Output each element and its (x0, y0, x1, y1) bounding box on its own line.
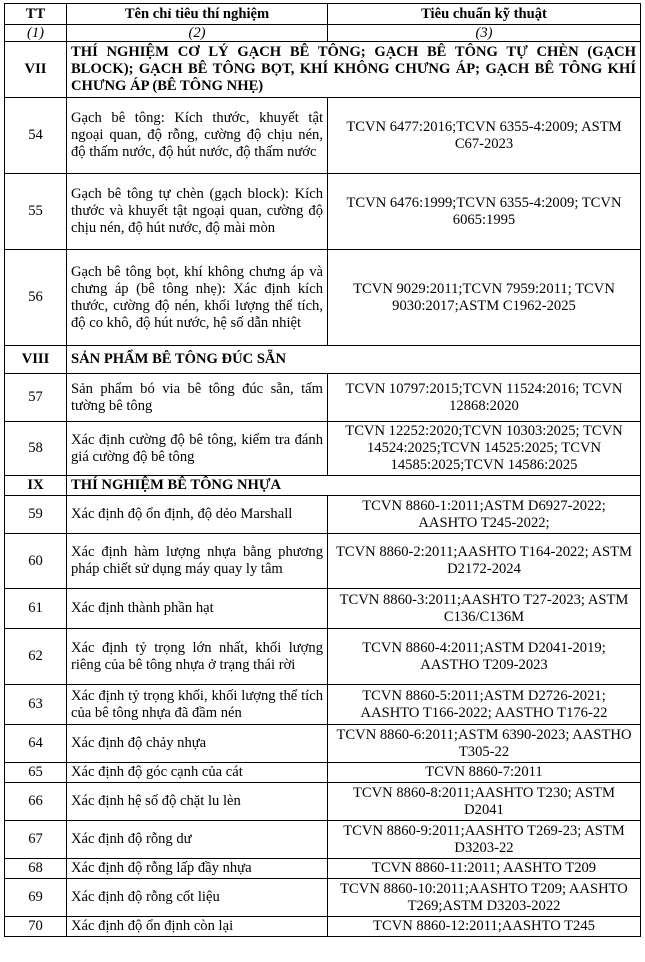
row-tt: VIII (5, 346, 67, 374)
row-test-name: Gạch bê tông bọt, khí không chưng áp và chưng áp (bê tông nhẹ): Xác định kích thước, cường độ nén, khối lượng thể tích, độ co khô, độ hút nước, hệ số dẫn nhiệt (67, 250, 328, 346)
table-row (5, 496, 641, 534)
row-tt: 62 (5, 629, 67, 685)
table-row (5, 821, 641, 859)
row-tt: 64 (5, 725, 67, 763)
column-index-row (5, 25, 641, 42)
table-header-row (5, 4, 641, 25)
row-standard: TCVN 8860-12:2011;AASHTO T245 (328, 917, 641, 937)
row-test-name: Gạch bê tông tự chèn (gạch block): Kích thước và khuyết tật ngoại quan, cường độ chịu nén, độ hút nước, độ mài mòn (67, 174, 328, 250)
row-standard: TCVN 8860-7:2011 (328, 763, 641, 783)
section-row (5, 476, 641, 496)
row-standard: TCVN 8860-10:2011;AASHTO T209; AASHTO T269;ASTM D3203-2022 (328, 879, 641, 917)
row-tt: VII (5, 42, 67, 98)
header-standard: Tiêu chuẩn kỹ thuật (328, 4, 641, 25)
row-tt: 55 (5, 174, 67, 250)
table-row (5, 859, 641, 879)
index-1: (1) (5, 25, 67, 42)
section-row (5, 42, 641, 98)
row-tt: 59 (5, 496, 67, 534)
table-row (5, 422, 641, 476)
row-test-name: Xác định độ chảy nhựa (67, 725, 328, 763)
row-standard: TCVN 8860-5:2011;ASTM D2726-2021; AASHTO T166-2022; AASTHO T176-22 (328, 685, 641, 725)
section-title: SẢN PHẨM BÊ TÔNG ĐÚC SẴN (67, 346, 641, 374)
row-tt: 65 (5, 763, 67, 783)
table-row (5, 98, 641, 174)
index-2: (2) (67, 25, 328, 42)
row-tt: 54 (5, 98, 67, 174)
row-standard: TCVN 6477:2016;TCVN 6355-4:2009; ASTM C67-2023 (328, 98, 641, 174)
table-row (5, 917, 641, 937)
row-test-name: Gạch bê tông: Kích thước, khuyết tật ngoại quan, độ rỗng, cường độ chịu nén, độ thấm nước, độ hút nước, độ thấm nước (67, 98, 328, 174)
table-row (5, 534, 641, 589)
table-row (5, 174, 641, 250)
header-test-name: Tên chỉ tiêu thí nghiệm (67, 4, 328, 25)
table-row (5, 374, 641, 422)
row-standard: TCVN 10797:2015;TCVN 11524:2016; TCVN 12868:2020 (328, 374, 641, 422)
table-body (5, 42, 641, 937)
table-row (5, 763, 641, 783)
table-row (5, 783, 641, 821)
row-tt: 57 (5, 374, 67, 422)
table-row (5, 879, 641, 917)
row-test-name: Xác định độ rỗng dư (67, 821, 328, 859)
section-row (5, 346, 641, 374)
row-test-name: Xác định tỷ trọng khối, khối lượng thể tích của bê tông nhựa đã đầm nén (67, 685, 328, 725)
row-tt: 60 (5, 534, 67, 589)
table-row (5, 629, 641, 685)
row-test-name: Xác định độ ổn định còn lại (67, 917, 328, 937)
row-test-name: Xác định cường độ bê tông, kiểm tra đánh giá cường độ bê tông (67, 422, 328, 476)
row-test-name: Xác định tỷ trọng lớn nhất, khối lượng riêng của bê tông nhựa ở trạng thái rời (67, 629, 328, 685)
row-standard: TCVN 8860-8:2011;AASHTO T230; ASTM D2041 (328, 783, 641, 821)
section-title: THÍ NGHIỆM BÊ TÔNG NHỰA (67, 476, 641, 496)
row-standard: TCVN 8860-2:2011;AASHTO T164-2022; ASTM D2172-2024 (328, 534, 641, 589)
row-test-name: Sản phẩm bó via bê tông đúc sẵn, tấm tường bê tông (67, 374, 328, 422)
section-title: THÍ NGHIỆM CƠ LÝ GẠCH BÊ TÔNG; GẠCH BÊ TÔNG TỰ CHÈN (GẠCH BLOCK); GẠCH BÊ TÔNG BỌT, KHÍ KHÔNG CHƯNG ÁP; GẠCH BÊ TÔNG KHÍ CHƯNG ÁP (BÊ TÔNG NHẸ) (67, 42, 641, 98)
row-tt: 70 (5, 917, 67, 937)
row-test-name: Xác định độ rỗng lấp đầy nhựa (67, 859, 328, 879)
row-standard: TCVN 8860-6:2011;ASTM 6390-2023; AASTHO T305-22 (328, 725, 641, 763)
row-test-name: Xác định độ rỗng cốt liệu (67, 879, 328, 917)
row-standard: TCVN 8860-1:2011;ASTM D6927-2022; AASHTO T245-2022; (328, 496, 641, 534)
row-test-name: Xác định hàm lượng nhựa bằng phương pháp chiết sử dụng máy quay ly tâm (67, 534, 328, 589)
index-3: (3) (328, 25, 641, 42)
row-test-name: Xác định hệ số độ chặt lu lèn (67, 783, 328, 821)
row-tt: 68 (5, 859, 67, 879)
row-tt: 66 (5, 783, 67, 821)
row-standard: TCVN 8860-4:2011;ASTM D2041-2019; AASTHO T209-2023 (328, 629, 641, 685)
standards-document (4, 3, 641, 937)
row-tt: 56 (5, 250, 67, 346)
row-tt: IX (5, 476, 67, 496)
row-standard: TCVN 8860-11:2011; AASHTO T209 (328, 859, 641, 879)
row-tt: 63 (5, 685, 67, 725)
table-row (5, 589, 641, 629)
row-standard: TCVN 9029:2011;TCVN 7959:2011; TCVN 9030:2017;ASTM C1962-2025 (328, 250, 641, 346)
standards-table (4, 3, 641, 937)
row-standard: TCVN 8860-3:2011;AASHTO T27-2023; ASTM C136/C136M (328, 589, 641, 629)
row-tt: 58 (5, 422, 67, 476)
row-standard: TCVN 8860-9:2011;AASHTO T269-23; ASTM D3203-22 (328, 821, 641, 859)
table-row (5, 685, 641, 725)
table-row (5, 725, 641, 763)
table-row (5, 250, 641, 346)
row-test-name: Xác định độ ổn định, độ dẻo Marshall (67, 496, 328, 534)
row-test-name: Xác định thành phần hạt (67, 589, 328, 629)
row-test-name: Xác định độ góc cạnh của cát (67, 763, 328, 783)
row-tt: 69 (5, 879, 67, 917)
row-standard: TCVN 12252:2020;TCVN 10303:2025; TCVN 14524:2025;TCVN 14525:2025; TCVN 14585:2025;TCVN 14586:2025 (328, 422, 641, 476)
row-tt: 61 (5, 589, 67, 629)
row-standard: TCVN 6476:1999;TCVN 6355-4:2009; TCVN 6065:1995 (328, 174, 641, 250)
header-tt: TT (5, 4, 67, 25)
row-tt: 67 (5, 821, 67, 859)
